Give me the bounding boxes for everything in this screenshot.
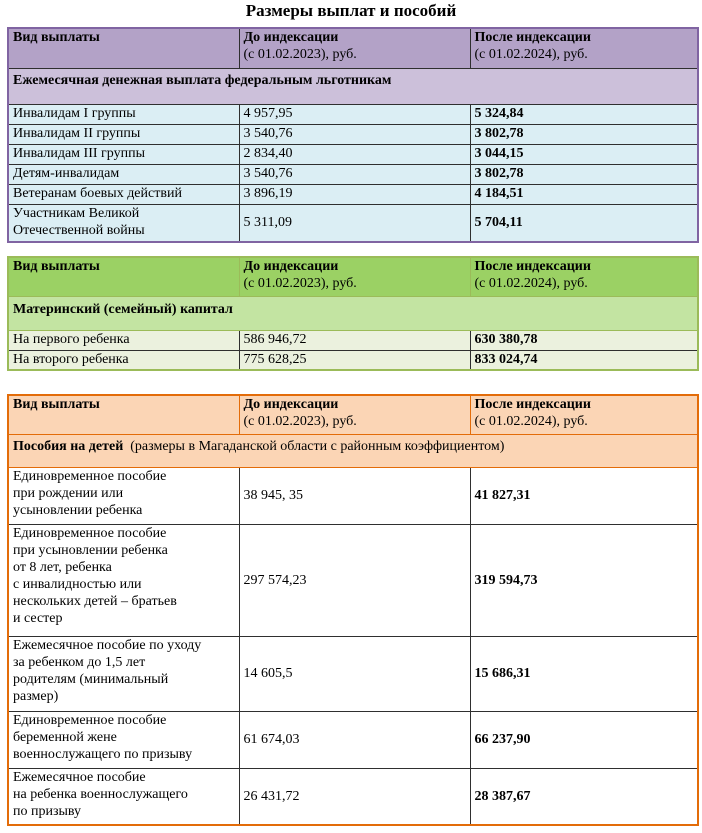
row-before: 2 834,40 [239,144,470,164]
row-name: Ветеранам боевых действий [8,184,239,204]
table-child-benefits [7,394,699,826]
row-after: 41 827,31 [470,467,698,524]
table-row [8,330,698,350]
row-name: Инвалидам II группы [8,124,239,144]
row-before: 26 431,72 [239,768,470,825]
table-row [8,350,698,370]
row-before: 297 574,23 [239,524,470,636]
header-col-type: Вид выплаты [8,395,239,434]
row-before: 4 957,95 [239,104,470,124]
header-col-after: После индексации (с 01.02.2024), руб. [470,395,698,434]
header-col-type: Вид выплаты [8,28,239,68]
page-title: Размеры выплат и пособий [245,1,457,20]
header-col-after: После индексации (с 01.02.2024), руб. [470,257,698,296]
row-before: 775 628,25 [239,350,470,370]
row-after: 15 686,31 [470,636,698,711]
row-name: Единовременное пособие при усыновлении ребенка от 8 лет, ребенка с инвалидностью или нескольких детей – братьев и сестер [8,524,239,636]
table-header-row [8,257,698,296]
table-row [8,711,698,768]
section-row [8,68,698,104]
row-name: Инвалидам III группы [8,144,239,164]
row-name: Участникам Великой Отечественной войны [8,204,239,242]
table-row [8,164,698,184]
table-row [8,104,698,124]
table-row [8,124,698,144]
section-title: Ежемесячная денежная выплата федеральным льготникам [8,68,698,104]
table-row [8,524,698,636]
table-maternity-capital [7,256,699,371]
row-after: 66 237,90 [470,711,698,768]
row-name: Единовременное пособие при рождении или усыновлении ребенка [8,467,239,524]
row-after: 3 044,15 [470,144,698,164]
header-col-before: До индексации (с 01.02.2023), руб. [239,257,470,296]
table-row [8,636,698,711]
table-federal-beneficiaries [7,27,699,243]
row-before: 61 674,03 [239,711,470,768]
row-after: 3 802,78 [470,124,698,144]
row-after: 5 324,84 [470,104,698,124]
table-header-row [8,395,698,434]
table-header-row [8,28,698,68]
row-name: На первого ребенка [8,330,239,350]
row-after: 4 184,51 [470,184,698,204]
table-row [8,144,698,164]
row-name: Детям-инвалидам [8,164,239,184]
row-after: 3 802,78 [470,164,698,184]
row-name: Ежемесячное пособие на ребенка военнослужащего по призыву [8,768,239,825]
table-row [8,467,698,524]
header-col-before: До индексации (с 01.02.2023), руб. [239,395,470,434]
row-after: 5 704,11 [470,204,698,242]
row-after: 833 024,74 [470,350,698,370]
row-before: 5 311,09 [239,204,470,242]
row-after: 28 387,67 [470,768,698,825]
header-col-after: После индексации (с 01.02.2024), руб. [470,28,698,68]
row-before: 3 540,76 [239,164,470,184]
header-col-type: Вид выплаты [8,257,239,296]
row-name: Единовременное пособие беременной жене военнослужащего по призыву [8,711,239,768]
row-name: На второго ребенка [8,350,239,370]
row-before: 14 605,5 [239,636,470,711]
row-name: Ежемесячное пособие по уходу за ребенком до 1,5 лет родителям (минимальный размер) [8,636,239,711]
row-name: Инвалидам I группы [8,104,239,124]
section-title: Материнский (семейный) капитал [8,296,698,330]
row-before: 38 945, 35 [239,467,470,524]
row-before: 3 540,76 [239,124,470,144]
row-before: 3 896,19 [239,184,470,204]
section-row [8,296,698,330]
row-before: 586 946,72 [239,330,470,350]
table-row [8,768,698,825]
section-title: Пособия на детей (размеры в Магаданской области с районным коэффициентом) [8,434,698,467]
header-col-before: До индексации (с 01.02.2023), руб. [239,28,470,68]
section-row [8,434,698,467]
table-row [8,204,698,242]
row-after: 319 594,73 [470,524,698,636]
row-after: 630 380,78 [470,330,698,350]
table-row [8,184,698,204]
